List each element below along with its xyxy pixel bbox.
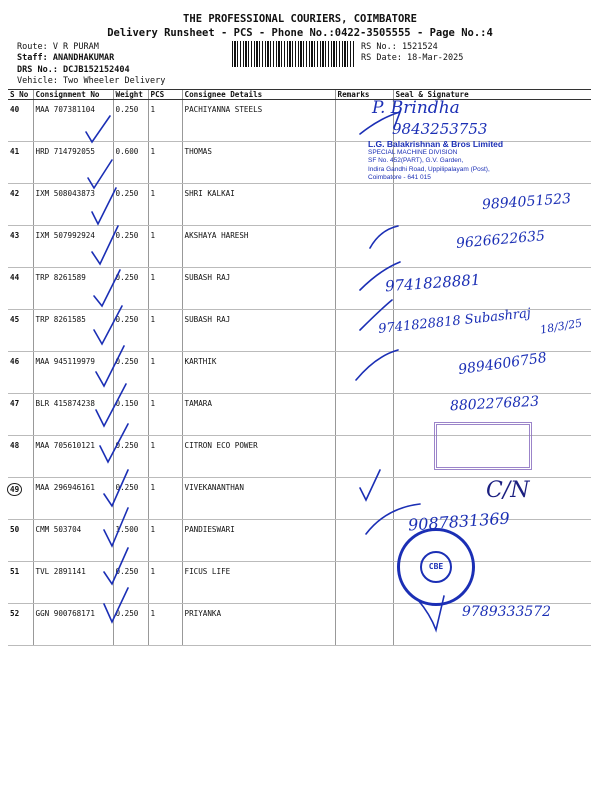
row-weight	[113, 562, 148, 604]
row-sno	[8, 478, 33, 520]
row-sno	[8, 310, 33, 352]
row-pcs	[148, 184, 182, 226]
row-consignee-text: FICUS LIFE	[184, 567, 231, 576]
row-remarks	[335, 226, 393, 268]
row-weight-text: 0.250	[115, 273, 139, 282]
row-sno-text: 41	[10, 147, 20, 156]
row-sno-text: 44	[10, 273, 20, 282]
row-consignee	[182, 478, 335, 520]
row-sno-text: 40	[10, 105, 20, 114]
row-weight	[113, 100, 148, 142]
company-stamp-address2: Indira Gandhi Road, Uppilipalayam (Post),	[368, 165, 490, 173]
row-pcs	[148, 562, 182, 604]
row-remarks	[335, 520, 393, 562]
table-row	[8, 268, 591, 310]
row-remarks	[335, 562, 393, 604]
row-weight	[113, 604, 148, 646]
row-sno	[8, 436, 33, 478]
row-consignment-no	[33, 100, 113, 142]
row-sno-text: 42	[10, 189, 20, 198]
company-stamp-address1: SF No. 452(PART), G.V. Garden,	[368, 157, 464, 164]
row-consignment-no	[33, 184, 113, 226]
row-remarks	[335, 394, 393, 436]
col-header-consignment: Consignment No	[33, 90, 113, 100]
handwritten-phone-4: 9741828881	[384, 270, 481, 296]
col-header-sno: S No	[8, 90, 33, 100]
row-consignee-text: PANDIESWARI	[184, 525, 235, 534]
handwritten-phone-2: 9894051523	[481, 190, 572, 214]
row-sno	[8, 184, 33, 226]
round-seal	[397, 528, 475, 606]
row-pcs-text: 1	[150, 357, 156, 366]
row-consignment-no	[33, 394, 113, 436]
row-sno-text: 43	[10, 231, 20, 240]
row-weight-text: 0.150	[115, 399, 139, 408]
row-pcs	[148, 520, 182, 562]
row-pcs-text: 1	[150, 525, 156, 534]
row-weight	[113, 310, 148, 352]
table-row	[8, 100, 591, 142]
row-pcs	[148, 226, 182, 268]
row-pcs	[148, 142, 182, 184]
row-weight-text: 1.500	[115, 525, 139, 534]
row-consignee	[182, 352, 335, 394]
row-weight-text: 0.250	[115, 609, 139, 618]
row-consignee-text: PACHIYANNA STEELS	[184, 105, 263, 114]
row-sno-text: 46	[10, 357, 20, 366]
row-consignment-no-text: MAA 707381104	[35, 105, 95, 114]
row-pcs	[148, 268, 182, 310]
row-consignment-no-text: MAA 705610121	[35, 441, 95, 450]
col-header-consignee: Consignee Details	[182, 90, 335, 100]
row-consignment-no-text: CMM 503704	[35, 525, 82, 534]
row-consignee-text: TAMARA	[184, 399, 212, 408]
row-pcs	[148, 352, 182, 394]
row-consignee-text: SUBASH RAJ	[184, 273, 231, 282]
row-pcs-text: 1	[150, 231, 156, 240]
row-consignee-text: SUBASH RAJ	[184, 315, 231, 324]
col-header-remarks: Remarks	[335, 90, 393, 100]
row-consignment-no-text: TVL 2891141	[35, 567, 86, 576]
company-stamp-division: SPECIAL MACHINE DIVISION	[368, 148, 458, 156]
row-sno	[8, 604, 33, 646]
row-weight	[113, 478, 148, 520]
row-consignee-text: KARTHIK	[184, 357, 217, 366]
row-sno	[8, 226, 33, 268]
row-weight-text: 0.250	[115, 441, 139, 450]
row-pcs-text: 1	[150, 399, 156, 408]
row-weight-text: 0.250	[115, 105, 139, 114]
row-sno-text: 45	[10, 315, 20, 324]
row-remarks	[335, 352, 393, 394]
row-sno-text: 51	[10, 567, 20, 576]
row-weight-text: 0.250	[115, 315, 139, 324]
row-sno	[8, 562, 33, 604]
row-consignment-no	[33, 604, 113, 646]
handwritten-phone-3: 9626622635	[455, 228, 546, 252]
drs-number: DRS No.: DCJB152152404	[17, 65, 130, 75]
row-consignee	[182, 184, 335, 226]
row-pcs	[148, 394, 182, 436]
staff-label: Staff:	[17, 53, 53, 63]
row-weight	[113, 394, 148, 436]
row-pcs	[148, 100, 182, 142]
row-consignee	[182, 520, 335, 562]
row-consignment-no-text: IXM 508043873	[35, 189, 95, 198]
row-weight-text: 0.250	[115, 567, 139, 576]
row-consignment-no-text: TRP 8261589	[35, 273, 86, 282]
row-pcs-text: 1	[150, 441, 156, 450]
row-consignment-no	[33, 310, 113, 352]
row-sno	[8, 100, 33, 142]
row-consignment-no-text: MAA 296946161	[35, 483, 95, 492]
row-pcs-text: 1	[150, 105, 156, 114]
row-consignee	[182, 268, 335, 310]
handwritten-phone-7: 8802276823	[449, 393, 540, 415]
row-consignment-no-text: BLR 415874238	[35, 399, 95, 408]
row-weight-text: 0.250	[115, 231, 139, 240]
row-consignment-no	[33, 436, 113, 478]
row-weight	[113, 520, 148, 562]
handwritten-phone-9: 9087831369	[407, 508, 511, 535]
col-header-signature: Seal & Signature	[393, 90, 591, 100]
row-consignment-no	[33, 142, 113, 184]
row-consignment-no	[33, 478, 113, 520]
handwritten-phone-6: 9894606758	[457, 349, 548, 379]
row-sno	[8, 268, 33, 310]
row-consignment-no-text: IXM 507992924	[35, 231, 95, 240]
runsheet-subtitle: Delivery Runsheet - PCS - Phone No.:0422-3505555 - Page No.:4	[107, 27, 493, 39]
rs-date: RS Date: 18-Mar-2025	[361, 53, 464, 63]
row-pcs-text: 1	[150, 483, 156, 492]
handwritten-phone-10: 9789333572	[462, 604, 552, 620]
row-consignment-no	[33, 226, 113, 268]
col-header-pcs: PCS	[148, 90, 182, 100]
table-row	[8, 142, 591, 184]
row-pcs	[148, 310, 182, 352]
row-consignee-text: THOMAS	[184, 147, 212, 156]
row-remarks	[335, 604, 393, 646]
row-sno	[8, 142, 33, 184]
row-consignee-text: PRIYANKA	[184, 609, 222, 618]
barcode	[232, 41, 354, 67]
row-weight-text: 0.250	[115, 357, 139, 366]
row-pcs	[148, 604, 182, 646]
row-consignee	[182, 100, 335, 142]
row-consignment-no	[33, 268, 113, 310]
row-consignment-no-text: GGN 900768171	[35, 609, 95, 618]
row-sno	[8, 352, 33, 394]
row-weight	[113, 142, 148, 184]
row-consignment-no	[33, 352, 113, 394]
row-consignee-text: AKSHAYA HARESH	[184, 231, 249, 240]
row-consignee-text: SHRI KALKAI	[184, 189, 235, 198]
row-remarks	[335, 478, 393, 520]
company-stamp	[368, 140, 503, 183]
row-consignee-text: VIVEKANANTHAN	[184, 483, 244, 492]
row-pcs-text: 1	[150, 273, 156, 282]
handwritten-subashraj: 9741828818 Subashraj	[377, 306, 532, 337]
row-consignment-no-text: MAA 945119979	[35, 357, 95, 366]
runsheet-title: THE PROFESSIONAL COURIERS, COIMBATORE	[183, 13, 417, 25]
row-consignee	[182, 310, 335, 352]
row-pcs-text: 1	[150, 315, 156, 324]
col-header-weight: Weight	[113, 90, 148, 100]
row-weight-text: 0.600	[115, 147, 139, 156]
staff-row	[17, 53, 114, 63]
row-pcs	[148, 478, 182, 520]
row-pcs-text: 1	[150, 567, 156, 576]
row-weight	[113, 352, 148, 394]
row-consignee	[182, 142, 335, 184]
handwritten-cn: C/N	[486, 478, 530, 503]
route-label: Route: V R PURAM	[17, 42, 99, 52]
rs-number: RS No.: 1521524	[361, 42, 438, 52]
row-consignee-text: CITRON ECO POWER	[184, 441, 258, 450]
row-pcs-text: 1	[150, 147, 156, 156]
row-weight	[113, 184, 148, 226]
row-pcs-text: 1	[150, 609, 156, 618]
company-stamp-name: L.G. Balakrishnan & Bros Limited	[368, 139, 504, 149]
round-seal-center: CBE	[420, 551, 452, 583]
row-consignee	[182, 226, 335, 268]
handwritten-phone-1: 9843253753	[392, 120, 488, 138]
row-consignment-no-text: TRP 8261585	[35, 315, 86, 324]
row-consignee	[182, 394, 335, 436]
table-header-row	[8, 90, 591, 100]
company-stamp-address3: Coimbatore - 641 015	[368, 174, 431, 181]
vehicle-type: Vehicle: Two Wheeler Delivery	[17, 76, 166, 86]
row-remarks	[335, 436, 393, 478]
row-sno-text: 49	[7, 483, 22, 496]
row-sno-text: 47	[10, 399, 20, 408]
row-consignment-no-text: HRD 714792055	[35, 147, 95, 156]
signature-brindha: P. Brindha	[372, 98, 460, 118]
row-sno-text: 48	[10, 441, 20, 450]
handwritten-date: 18/3/25	[539, 316, 584, 337]
row-weight	[113, 268, 148, 310]
row-sno	[8, 520, 33, 562]
row-weight-text: 0.250	[115, 483, 139, 492]
row-sno-text: 52	[10, 609, 20, 618]
row-weight-text: 0.250	[115, 189, 139, 198]
row-sno-text: 50	[10, 525, 20, 534]
row-consignee	[182, 436, 335, 478]
row-consignee	[182, 604, 335, 646]
rectangular-stamp	[434, 422, 532, 470]
table-row	[8, 562, 591, 604]
row-consignment-no	[33, 520, 113, 562]
row-weight	[113, 436, 148, 478]
row-sno	[8, 394, 33, 436]
row-pcs-text: 1	[150, 189, 156, 198]
row-weight	[113, 226, 148, 268]
row-remarks	[335, 184, 393, 226]
row-pcs	[148, 436, 182, 478]
staff-name: ANANDHAKUMAR	[52, 53, 115, 63]
row-consignee	[182, 562, 335, 604]
row-consignment-no	[33, 562, 113, 604]
